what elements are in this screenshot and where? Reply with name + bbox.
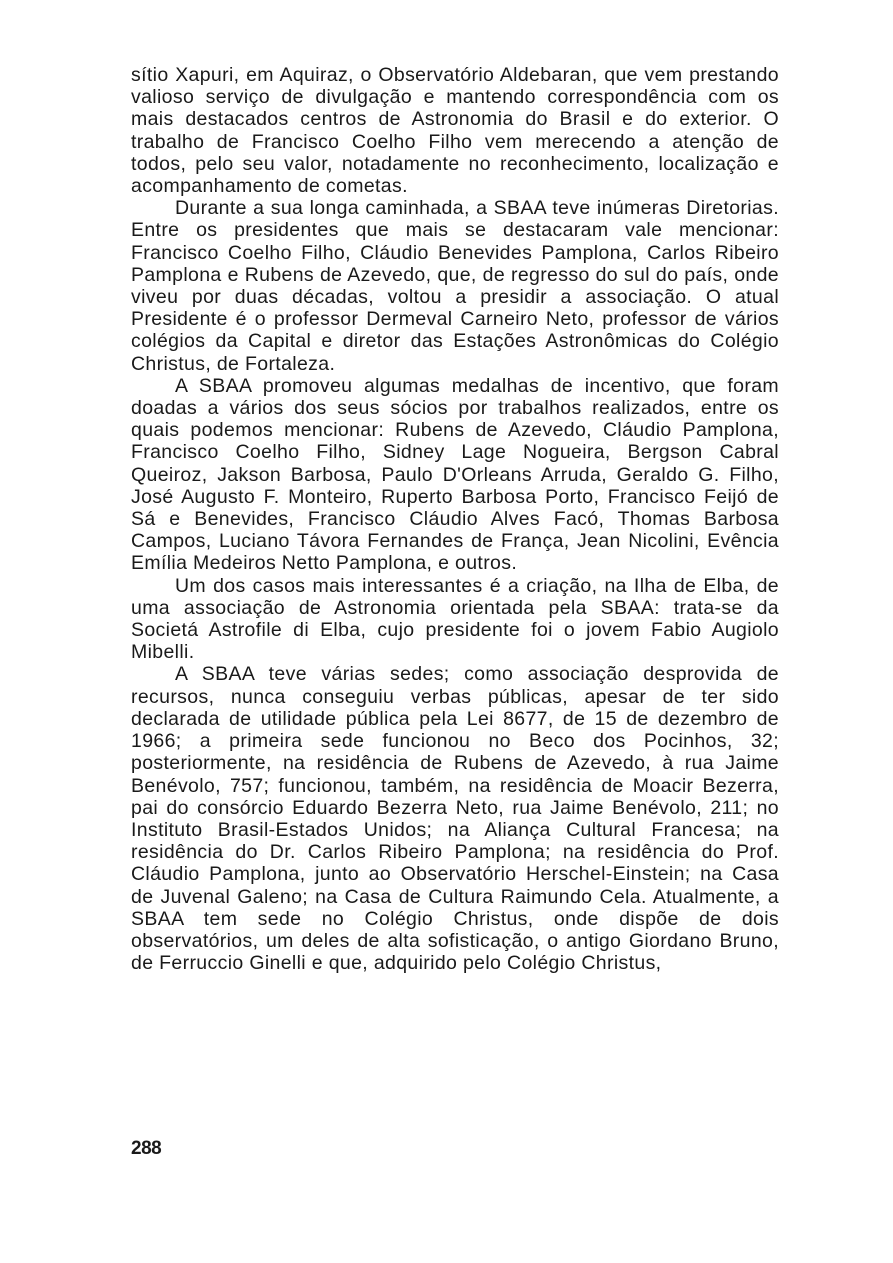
body-text xyxy=(131,64,779,974)
paragraph-1: sítio Xapuri, em Aquiraz, o Observatório Aldebaran, que vem prestando valioso serviço de divulgação e mantendo correspondência com os mais destacados centros de Astronomia do Brasil e do exterior. O trabalho de Francisco Coelho Filho vem merecendo a atenção de todos, pelo seu valor, notadamente no reconhecimento, localização e acompanhamento de cometas. xyxy=(131,64,779,198)
paragraph-3: A SBAA promoveu algumas medalhas de incentivo, que foram doadas a vários dos seus sócios por trabalhos realizados, entre os quais podemos mencionar: Rubens de Azevedo, Cláudio Pamplona, Francisco Coelho Filho, Sidney Lage Nogueira, Bergson Cabral Queiroz, Jakson Barbosa, Paulo D'Orleans Arruda, Geraldo G. Filho, José Augusto F. Monteiro, Ruperto Barbosa Porto, Francisco Feijó de Sá e Benevides, Francisco Cláudio Alves Facó, Thomas Barbosa Campos, Luciano Távora Fernandes de França, Jean Nicolini, Evência Emília Medeiros Netto Pamplona, e outros. xyxy=(131,374,779,575)
page-number: 288 xyxy=(131,1138,162,1159)
paragraph-5: A SBAA teve várias sedes; como associação desprovida de recursos, nunca conseguiu verbas públicas, apesar de ter sido declarada de utilidade pública pela Lei 8677, de 15 de dezembro de 1966; a primeira sede funcionou no Beco dos Pocinhos, 32; posteriormente, na residência de Rubens de Azevedo, à rua Jaime Benévolo, 757; funcionou, também, na residência de Moacir Bezerra, pai do consórcio Eduardo Bezerra Neto, rua Jaime Benévolo, 211; no Instituto Brasil-Estados Unidos; na Aliança Cultural Francesa; na residência do Dr. Carlos Ribeiro Pamplona; na residência do Prof. Cláudio Pamplona, junto ao Observatório Herschel-Einstein; na Casa de Juvenal Galeno; na Casa de Cultura Raimundo Cela. Atualmente, a SBAA tem sede no Colégio Christus, onde dispõe de dois observatórios, um deles de alta sofisticação, o antigo Giordano Bruno, de Ferruccio Ginelli e que, adquirido pelo Colégio Christus, xyxy=(131,663,779,975)
paragraph-4: Um dos casos mais interessantes é a criação, na Ilha de Elba, de uma associação de Astronomia orientada pela SBAA: trata-se da Societá Astrofile di Elba, cujo presidente foi o jovem Fabio Augiolo Mibelli. xyxy=(131,574,779,664)
paragraph-2: Durante a sua longa caminhada, a SBAA teve inúmeras Diretorias. Entre os presidentes que mais se destacaram vale mencionar: Francisco Coelho Filho, Cláudio Benevides Pamplona, Carlos Ribeiro Pamplona e Rubens de Azevedo, que, de regresso do sul do país, onde viveu por duas décadas, voltou a presidir a associação. O atual Presidente é o professor Dermeval Carneiro Neto, professor de vários colégios da Capital e diretor das Estações Astronômicas do Colégio Christus, de Fortaleza. xyxy=(131,197,779,375)
